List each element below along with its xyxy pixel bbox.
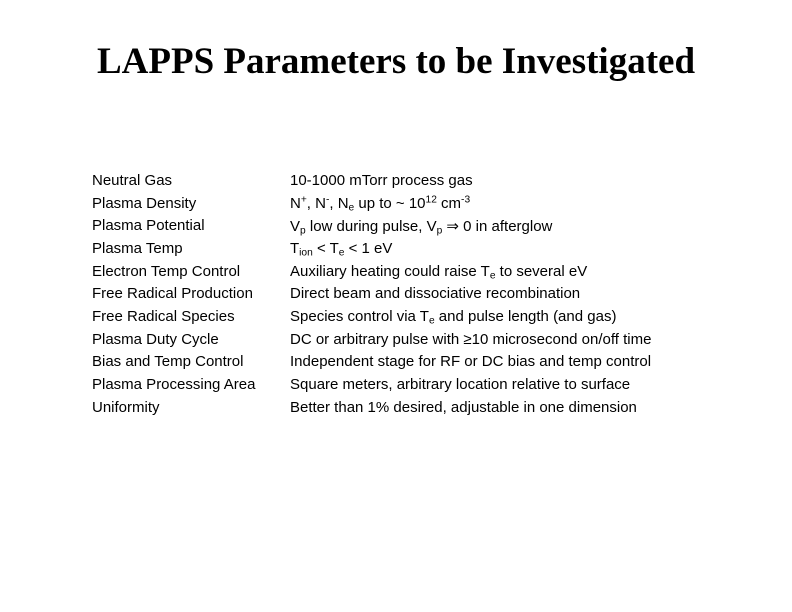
parameter-row — [92, 351, 772, 374]
parameter-value: Square meters, arbitrary location relative to surface — [290, 376, 631, 394]
parameter-label: Plasma Processing Area — [92, 376, 256, 394]
parameter-row — [92, 373, 772, 396]
parameter-label: Plasma Temp — [92, 239, 183, 257]
parameter-label: Plasma Duty Cycle — [92, 330, 219, 348]
parameter-row — [92, 192, 772, 215]
parameter-row — [92, 396, 772, 419]
parameter-row — [92, 282, 772, 305]
parameter-row — [92, 305, 772, 328]
parameter-row — [92, 328, 772, 351]
parameter-label: Plasma Density — [92, 194, 197, 212]
parameter-row — [92, 169, 772, 192]
parameter-value: Better than 1% desired, adjustable in one dimension — [290, 398, 637, 416]
parameter-label: Electron Temp Control — [92, 262, 241, 280]
parameter-value: Auxiliary heating could raise $T_e$ to several eV — [290, 262, 588, 282]
parameter-row — [92, 237, 772, 260]
parameter-value: $V_p$ low during pulse, $V_p$ ⇒ 0 in afterglow — [290, 217, 553, 237]
parameter-value: Species control via $T_e$ and pulse length (and gas) — [290, 307, 617, 327]
parameter-row — [92, 214, 772, 237]
parameter-value: $T_{ion} < T_e < 1$ eV — [290, 239, 393, 259]
parameter-row — [92, 260, 772, 283]
parameter-label: Free Radical Production — [92, 285, 253, 303]
parameter-value: DC or arbitrary pulse with ≥10 microsecond on/off time — [290, 330, 652, 348]
parameter-label: Free Radical Species — [92, 307, 235, 325]
parameter-value: Independent stage for RF or DC bias and temp control — [290, 353, 652, 371]
slide-title: LAPPS Parameters to be Investigated — [96, 41, 696, 82]
parameter-table — [92, 169, 772, 419]
parameter-label: Neutral Gas — [92, 171, 173, 189]
parameter-value: Direct beam and dissociative recombination — [290, 285, 581, 303]
parameter-value: 10-1000 mTorr process gas — [290, 171, 473, 189]
parameter-label: Bias and Temp Control — [92, 353, 244, 371]
parameter-label: Plasma Potential — [92, 217, 205, 235]
parameter-label: Uniformity — [92, 398, 160, 416]
parameter-value: N+, N-, $N_e$ up to ~ $10^{12}$ $cm^{-3}$ — [290, 193, 471, 214]
